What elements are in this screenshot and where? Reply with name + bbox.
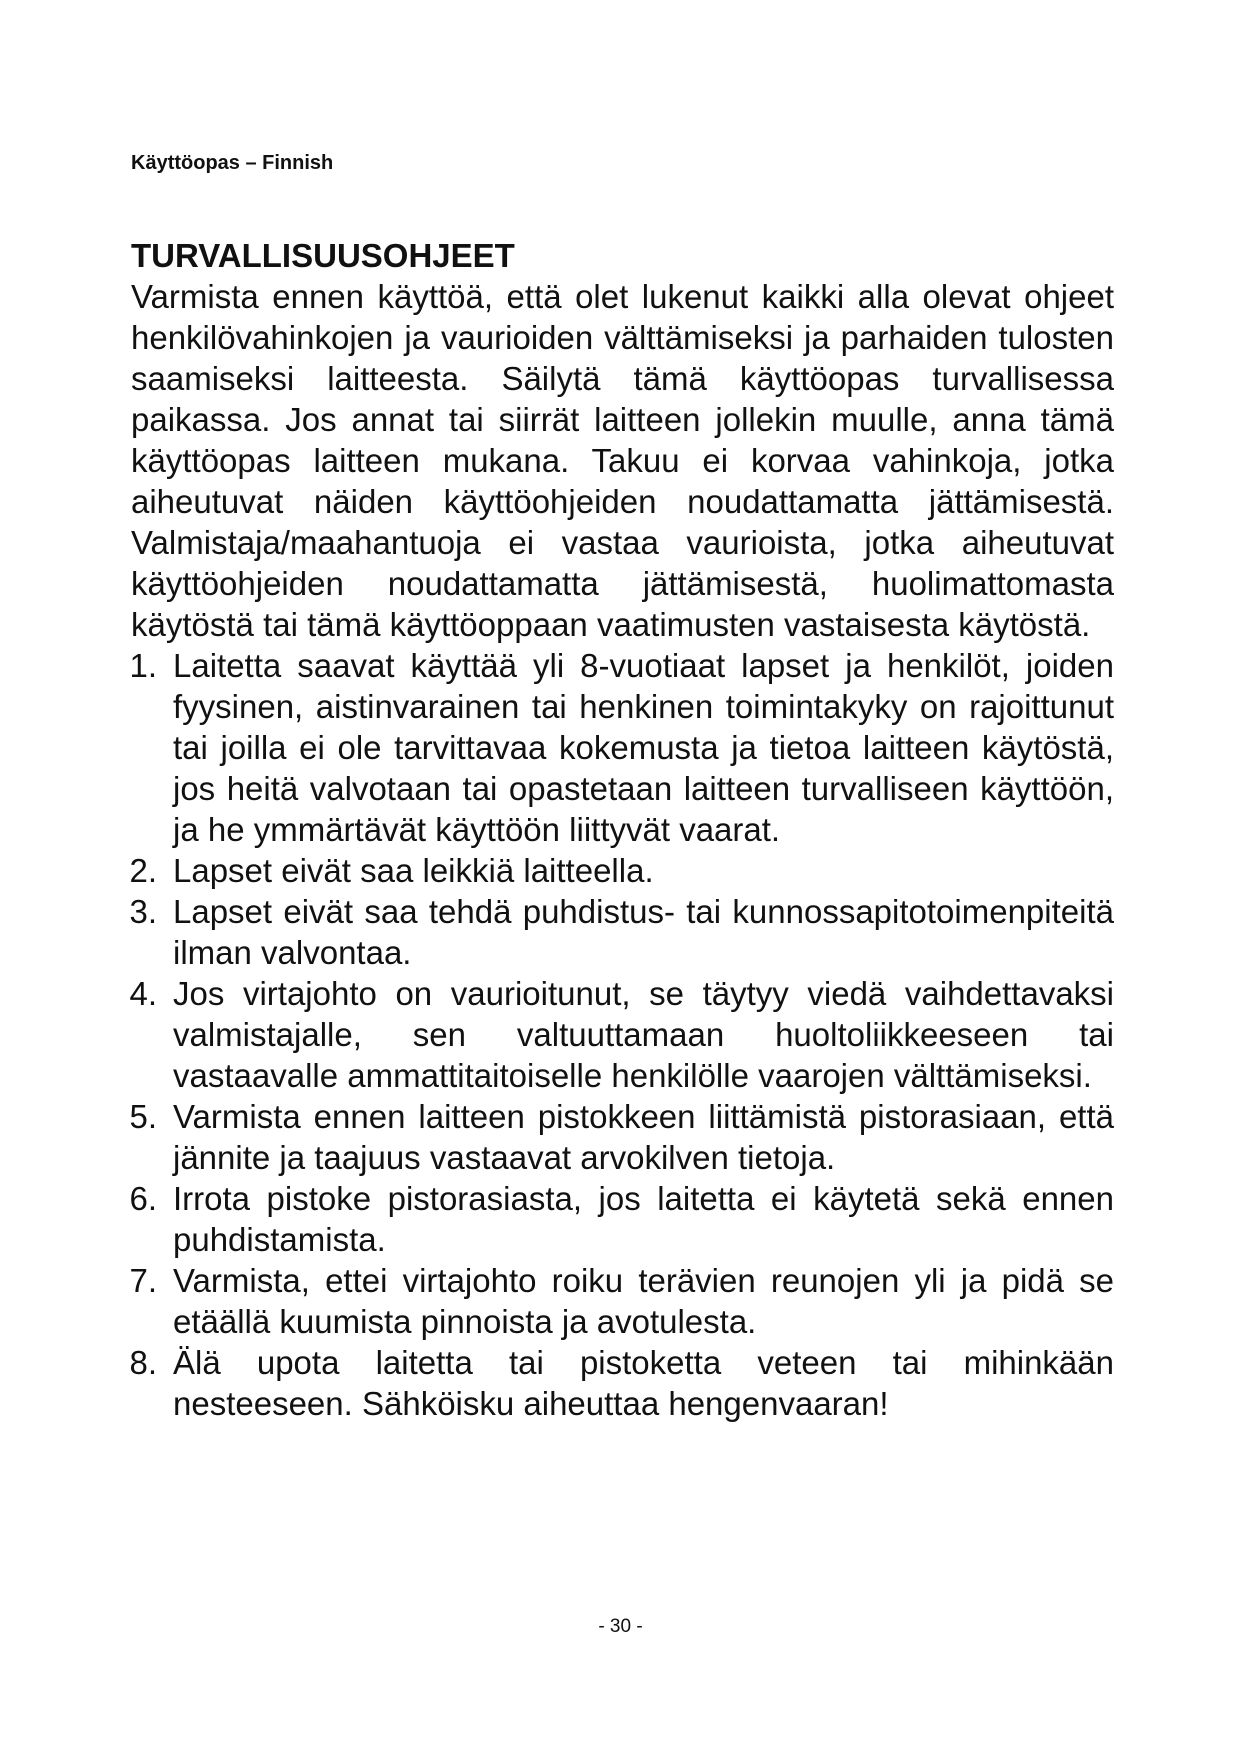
- list-item-number: 7.: [129, 1262, 157, 1299]
- section-title: TURVALLISUUSOHJEET: [131, 237, 515, 274]
- intro-paragraph: Varmista ennen käyttöä, että olet lukenut kaikki alla olevat ohjeet henkilövahinkojen ja vaurioiden välttämiseksi ja parhaiden tulosten saamiseksi laitteesta. Säilytä tämä käyttöopas turvallisessa paikassa. Jos annat tai siirrät laitteen jollekin muulle, anna tämä käyttöopas laitteen mukana. Takuu ei korvaa vahinkoja, jotka aiheutuvat näiden käyttöohjeiden noudattamatta jättämisestä. Valmistaja/maahantuoja ei vastaa vaurioista, jotka aiheutuvat käyttöohjeiden noudattamatta jättämisestä, huolimattomasta käytöstä tai tämä käyttöoppaan vaatimusten vastaisesta käytöstä.: [131, 278, 1114, 643]
- safety-section: [131, 236, 1114, 1424]
- list-item-text: Irrota pistoke pistorasiasta, jos laitetta ei käytetä sekä ennen puhdistamista.: [173, 1180, 1114, 1258]
- list-item-text: Lapset eivät saa tehdä puhdistus- tai kunnossapitotoimenpiteitä ilman valvontaa.: [173, 893, 1114, 971]
- list-item: [131, 850, 1114, 891]
- list-item: [131, 973, 1114, 1096]
- list-item: [131, 645, 1114, 850]
- list-item-text: Lapset eivät saa leikkiä laitteella.: [173, 852, 654, 889]
- list-item-text: Laitetta saavat käyttää yli 8-vuotiaat lapset ja henkilöt, joiden fyysinen, aistinvarainen tai henkinen toimintakyky on rajoittunut tai joilla ei ole tarvittavaa kokemusta ja tietoa laitteen käytöstä, jos heitä valvotaan tai opastetaan laitteen turvalliseen käyttöön, ja he ymmärtävät käyttöön liittyvät vaarat.: [173, 647, 1114, 848]
- list-item-number: 4.: [129, 975, 157, 1012]
- list-item-number: 3.: [129, 893, 157, 930]
- list-item: [131, 1260, 1114, 1342]
- list-item-number: 5.: [129, 1098, 157, 1135]
- running-header: Käyttöopas – Finnish: [131, 152, 334, 174]
- list-item-text: Jos virtajohto on vaurioitunut, se täytyy viedä vaihdettavaksi valmistajalle, sen valtuuttamaan huoltoliikkeeseen tai vastaavalle ammattitaitoiselle henkilölle vaarojen välttämiseksi.: [173, 975, 1114, 1094]
- list-item-number: 2.: [129, 852, 157, 889]
- list-item-text: Varmista ennen laitteen pistokkeen liittämistä pistorasiaan, että jännite ja taajuus vastaavat arvokilven tietoja.: [173, 1098, 1114, 1176]
- list-item-number: 8.: [129, 1344, 157, 1381]
- list-item-text: Älä upota laitetta tai pistoketta veteen tai mihinkään nesteeseen. Sähköisku aiheuttaa hengenvaaran!: [173, 1344, 1114, 1422]
- list-item: [131, 1178, 1114, 1260]
- list-item-text: Varmista, ettei virtajohto roiku terävien reunojen yli ja pidä se etäällä kuumista pinnoista ja avotulesta.: [173, 1262, 1114, 1340]
- list-item: [131, 1096, 1114, 1178]
- list-item-number: 6.: [129, 1180, 157, 1217]
- page-number: - 30 -: [598, 1616, 643, 1637]
- safety-rules-list: [131, 645, 1114, 1424]
- list-item: [131, 891, 1114, 973]
- list-item-number: 1.: [129, 647, 157, 684]
- list-item: [131, 1342, 1114, 1424]
